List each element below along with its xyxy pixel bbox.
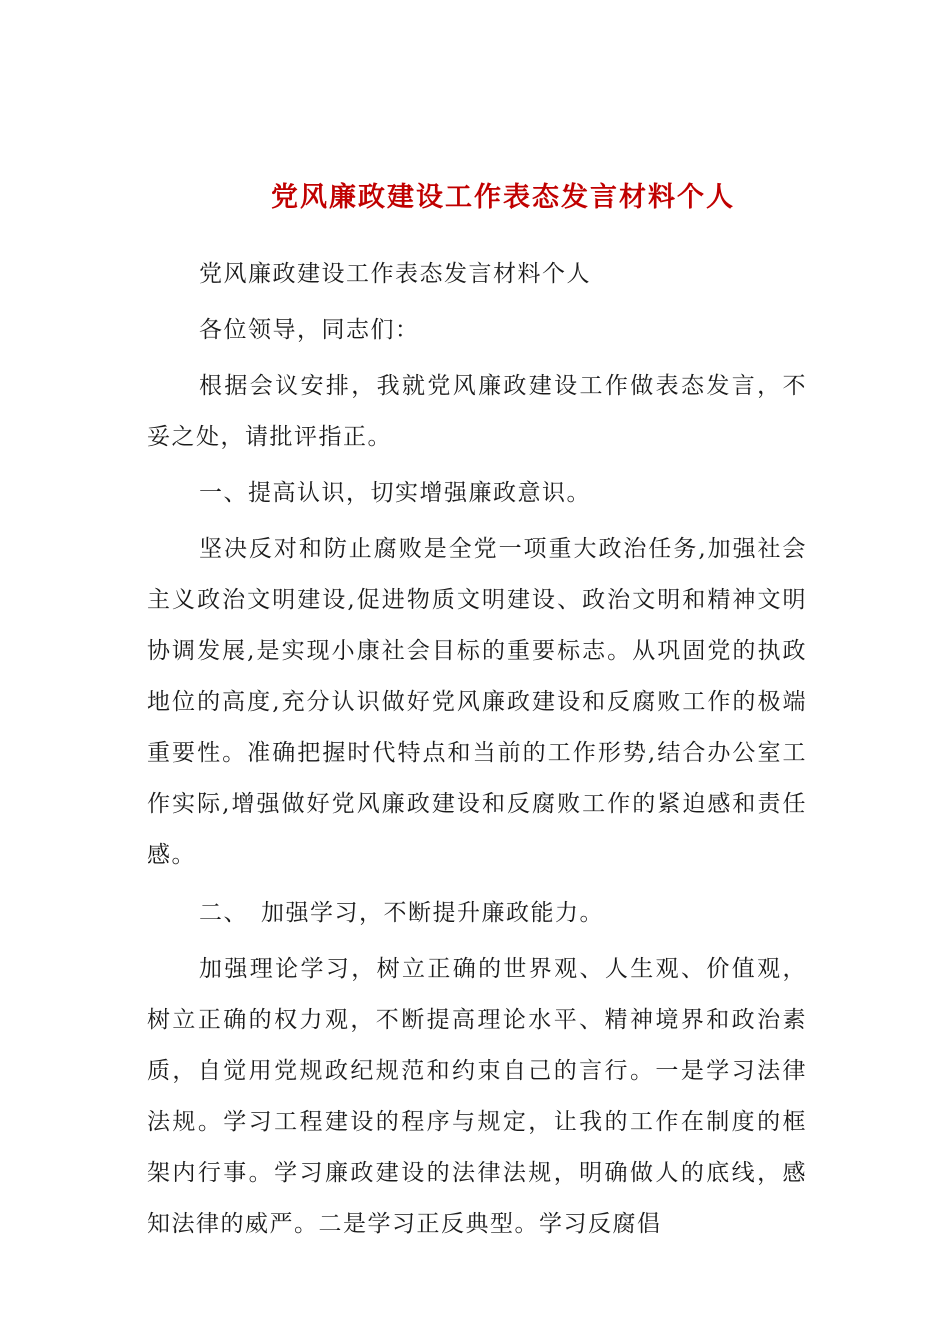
paragraph-subtitle: 党风廉政建设工作表态发言材料个人	[199, 261, 591, 287]
paragraph-salutation: 各位领导，同志们：	[199, 317, 420, 343]
paragraph-section-1: 坚决反对和防止腐败是全党一项重大政治任务,加强社会主义政治文明建设,促进物质文明建设、政治文明和精神文明协调发展,是实现小康社会目标的重要标志。从巩固党的执政地位的高度,充分认识做好党风廉政建设和反腐败工作的极端重要性。准确把握时代特点和当前的工作形势,结合办公室工作实际,增强做好党风廉政建设和反腐败工作的紧迫感和责任感。	[147, 536, 807, 868]
section-heading-2: 二、 加强学习，不断提升廉政能力。	[199, 900, 604, 926]
document-title: 党风廉政建设工作表态发言材料个人	[271, 182, 735, 213]
paragraph-intro: 根据会议安排，我就党风廉政建设工作做表态发言，不妥之处，请批评指正。	[147, 373, 807, 450]
section-heading-1: 一、提高认识，切实增强廉政意识。	[199, 480, 591, 506]
paragraph-section-2: 加强理论学习，树立正确的世界观、人生观、价值观，树立正确的权力观，不断提高理论水平、精神境界和政治素质，自觉用党规政纪规范和约束自己的言行。一是学习法律法规。学习工程建设的程序与规定，让我的工作在制度的框架内行事。学习廉政建设的法律法规，明确做人的底线，感知法律的威严。二是学习正反典型。学习反腐倡	[147, 956, 807, 1237]
document-body	[147, 249, 807, 1255]
